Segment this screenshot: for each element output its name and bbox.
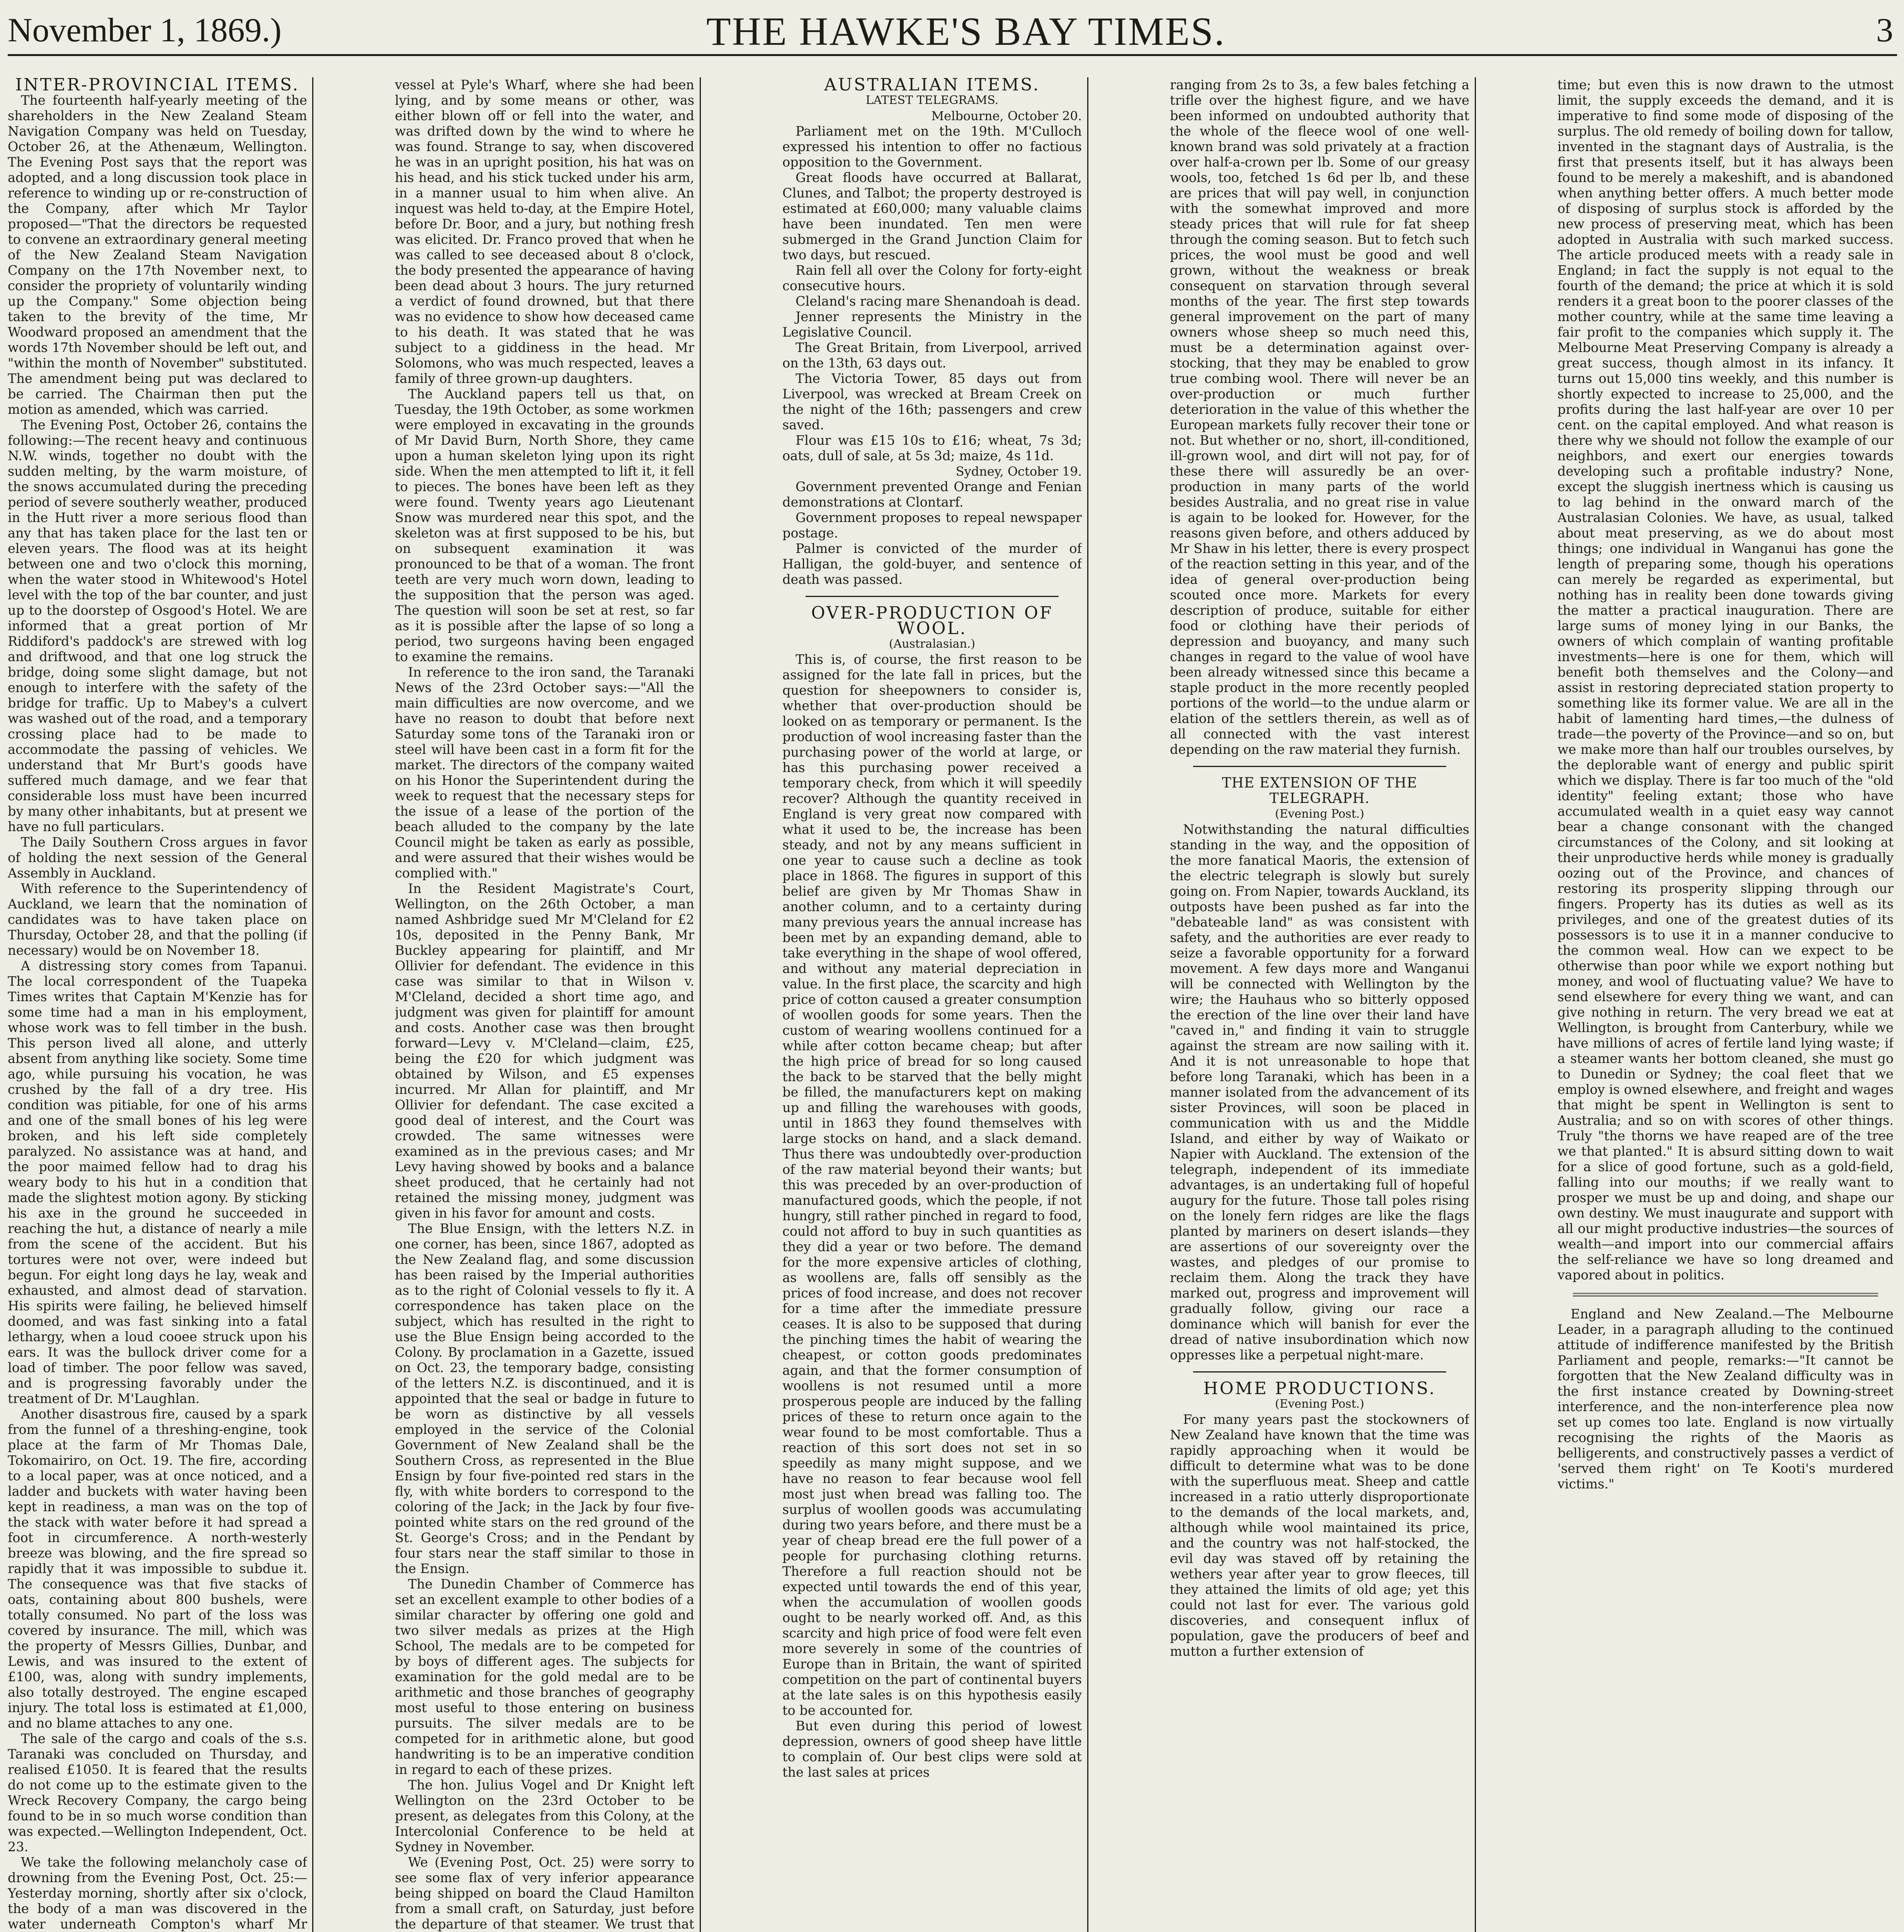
column-rule [700,77,701,1932]
article-paragraph: Notwithstanding the natural difficulties standing in the way, and the opposition of the more fanatical Maoris, the extension of the electric telegraph is slowly but surely going on. From Napier, towards Auckland, its outposts have been pushed as far into the "debateable land" as was consistent with safety, and the authorities are ever ready to seize a favorable opportunity for a forward movement. A few days more and Wanganui will be connected with Wellington by the wire; the Hauhaus who so bitterly opposed the erection of the line over their land have "caved in," and finding it vain to struggle against the stream are now sailing with it. And it is not unreasonable to hope that before long Taranaki, which has been in a manner isolated from the advancement of its sister Provinces, will soon be placed in communication with us and the Middle Island, and either by way of Waikato or Napier with Auckland. The extension of the telegraph, independent of its immediate advantages, is an undertaking full of hopeful augury for the future. Those tall poles rising on the lonely fern ridges are like the flags planted by mariners on desert islands—they are assertions of our sovereignty over the wastes, and pledges of our promise to reclaim them. Along the track they have marked out, progress and improvement will gradually follow, giving our race a dominance which will banish for ever the dread of native insubordination which now oppresses like a perpetual night-mare. [1170,822,1469,1362]
section-heading-home-productions: HOME PRODUCTIONS. [1203,1379,1436,1398]
section-heading-telegraph: THE EXTENSION OF THE TELEGRAPH. [1222,775,1418,806]
article-paragraph: We take the following melancholy case of drowning from the Evening Post, Oct. 25:—Yesterday morning, shortly after six o'clock, the body of a man was discovered in the water underneath Compton's wharf Mr [8,1855,307,1932]
dateline-sydney: Sydney, October 19. [955,464,1082,479]
telegram-item: Jenner represents the Ministry in the Legislative Council. [782,309,1082,340]
telegram-item: Parliament met on the 19th. M'Culloch expressed his intention to offer no factious opposition to the Government. [782,124,1082,170]
article-paragraph: The hon. Julius Vogel and Dr Knight left Wellington on the 23rd October to be present, as delegates from this Colony, at the Intercolonial Conference to be held at Sydney in November. [395,1777,694,1854]
article-paragraph: A distressing story comes from Tapanui. The local correspondent of the Tuapeka Times writes that Captain M'Kenzie has for some time had a man in his employment, whose work was to fell timber in the bush. This person lived all alone, and utterly absent from anything like society. Some time ago, while pursuing his vocation, he was crushed by the fall of a dry tree. His condition was pitiable, for one of his arms and one of the small bones of his leg were broken, and his left side completely paralyzed. No assistance was at hand, and the poor maimed fellow had to drag his weary body to his hut in a condition that made the slightest motion agony. By sticking his axe in the ground he succeeded in reaching the hut, a distance of nearly a mile from the scene of the accident. But his tortures were not over, were indeed but begun. For eight long days he lay, weak and exhausted, and almost dead of starvation. His spirits were failing, he believed himself doomed, and was fast sinking into a fatal lethargy, when a loud cooee struck upon his ears. It was the bullock driver come for a load of timber. The poor fellow was saved, and is progressing favorably under the treatment of Dr. M'Laughlan. [8,958,307,1406]
page-number: 3 [1876,12,1893,49]
telegram-item: The Great Britain, from Liverpool, arrived on the 13th, 63 days out. [782,340,1082,371]
article-paragraph: The Evening Post, October 26, contains the following:—The recent heavy and continuous N.W. winds, together no doubt with the sudden melting, by the warm moisture, of the snows accumulated during the preceding period of severe southerly weather, produced in the Hutt river a more serious flood than any that has taken place for the last ten or eleven years. The flood was at its height between one and two o'clock this morning, when the water stood in Whitewood's Hotel level with the top of the bar counter, and just up to the doorstep of Osgood's Hotel. We are informed that a great portion of Mr Riddiford's paddock's are strewed with log and driftwood, and that one log struck the bridge, doing some slight damage, but not enough to interfere with the safety of the bridge for traffic. Up to Mabey's a culvert was washed out of the road, and a temporary crossing place had to be made to accommodate the passing of vehicles. We understand that Mr Burt's goods have suffered much damage, and we fear that considerable loss must have been incurred by many other inhabitants, but at present we have no full particulars. [8,417,307,834]
telegram-item: Great floods have occurred at Ballarat, Clunes, and Talbot; the property destroyed is estimated at £60,000; many valuable claims have been inundated. Ten men were submerged in the Grand Junction Claim for two days, but rescued. [782,170,1082,262]
article-paragraph: England and New Zealand.—The Melbourne Leader, in a paragraph alluding to the continued attitude of indifference manifested by the British Parliament and people, remarks:—"It cannot be forgotten that the New Zealand difficulty was in the first instance created by Downing-street interference, and the non-interference plea now set up comes too late. England is now virtually recognising the rights of the Maoris as belligerents, and constructively passes a verdict of 'served them right' on Te Kooti's murdered victims." [1557,1306,1894,1492]
section-divider [1193,1371,1446,1372]
telegram-item: Government prevented Orange and Fenian demonstrations at Clontarf. [782,479,1082,510]
masthead [8,5,1897,56]
telegram-item: Government proposes to repeal newspaper postage. [782,510,1082,541]
column-4 [1170,77,1469,1932]
article-paragraph: The sale of the cargo and coals of the s.s. Taranaki was concluded on Thursday, and realised £1050. It is feared that the results do not come up to the estimate given to the Wreck Recovery Company, the cargo being found to be in so much worse condition than was expected.—Wellington Independent, Oct. 23. [8,1731,307,1854]
telegram-item: Palmer is convicted of the murder of Halligan, the gold-buyer, and sentence of death was passed. [782,541,1082,587]
article-paragraph: We (Evening Post, Oct. 25) were sorry to see some flax of very inferior appearance being shipped on board the Claud Hamilton from a small craft, on Saturday, just before the departure of that steamer. We trust that [395,1855,694,1932]
article-paragraph: time; but even this is now drawn to the utmost limit, the supply exceeds the demand, and it is imperative to find some mode of disposing of the surplus. The old remedy of boiling down for tallow, invented in the stagnant days of Australia, is the first that presents itself, but it has always been found to be merely a makeshift, and is abandoned when anything better offers. A much better mode of disposing of surplus stock is afforded by the new process of preserving meat, which has been adopted in Australia with such marked success. The article produced meets with a ready sale in England; in fact the supply is not equal to the fourth of the demand; the price at which it is sold renders it a great boon to the poorer classes of the mother country, while at the same time leaving a fair profit to the companies which supply it. The Melbourne Meat Preserving Company is already a great success, though almost in its infancy. It turns out 15,000 tins weekly, and this number is shortly expected to increase to 25,000, and the profits during the last half-year are over 10 per cent. on the capital employed. And what reason is there why we should not follow the example of our neighbors, and exert our energies towards developing such a profitable industry? None, except the sluggish inertness which is causing us to lag behind in the onward march of the Australasian Colonies. We have, as usual, talked about meat preserving, as we do about most things; one individual in Wanganui has gone the length of preparing some, though his operations can merely be regarded as experimental, but nothing has in reality been done towards giving the matter a practical inauguration. There are large sums of money lying in our Banks, the owners of which complain of wanting profitable investments—here is one for them, which will benefit both themselves and the Colony—and assist in restoring depreciated station property to something like its former value. We are all in the habit of lamenting hard times,—the dulness of trade—the poverty of the Province—and so on, but we make more than half our troubles ourselves, by the deplorable want of energy and public spirit which we display. There is far too much of the "old identity" feeling extant; those who have accumulated wealth in a quiet easy way cannot bear a change consonant with the changed circumstances of the Colony, and sit looking at their unproductive herds while money is gradually oozing out of the Province, and chances of restoring its prosperity slipping through our fingers. Property has its duties as well as its privileges, and one of the greatest duties of its possessors is to use it in a manner conducive to the common weal. How can we expect to be otherwise than poor while we export nothing but money, and wool of fluctuating value? We have to send elsewhere for every thing we want, and can give nothing in return. The very bread we eat at Wellington, is brought from Canterbury, while we have millions of acres of fertile land lying waste; if a steamer wants her bottom cleaned, she must go to Dunedin or Sydney; the coal fleet that we employ is owned elsewhere, and freight and wages that might be spent in Wellington is sent to Australia; and so on with scores of other things. Truly "the thorns we have reaped are of the tree we that planted." It is absurd sitting down to wait for a slice of good fortune, such as a gold-field, falling into our mouths; if we really want to prosper we must be up and doing, and shape our own destiny. We must inaugurate and support with all our might productive industries—the sources of wealth—and import into our commercial affairs the self-reliance we have so long dreamed and vapored about in politics. [1557,77,1894,1282]
section-heading-inter-provincial: INTER-PROVINCIAL ITEMS. [15,77,300,95]
section-heading-wool: OVER-PRODUCTION OF WOOL. [811,603,1053,638]
newspaper-title: THE HAWKE'S BAY TIMES. [706,9,1226,54]
column-rule [312,77,313,1932]
article-paragraph: The fourteenth half-yearly meeting of the shareholders in the New Zealand Steam Navigation Company was held on Tuesday, October 26, at the Athenæum, Wellington. The Evening Post says that the report was adopted, and a long discussion took place in reference to winding up or re-construction of the Company, after which Mr Taylor proposed—"That the directors be requested to convene an extraordinary general meeting of the New Zealand Steam Navigation Company on the 17th November next, to consider the propriety of voluntarily winding up the Company." Some objection being taken to the brevity of the time, Mr Woodward proposed an amendment that the words 17th November should be left out, and "within the month of November" substituted. The amendment being put was declared to be carried. The Chairman then put the motion as amended, which was carried. [8,93,307,417]
section-divider [806,596,1059,597]
article-paragraph: The Auckland papers tell us that, on Tuesday, the 19th October, as some workmen were employed in excavating in the grounds of Mr David Burn, North Shore, they came upon a human skeleton lying upon its right side. When the men attempted to lift it, it fell to pieces. The bones have been left as they were found. Twenty years ago Lieutenant Snow was murdered near this spot, and the skeleton was at first supposed to be his, but on subsequent examination it was pronounced to be that of a woman. The front teeth are very much worn down, leading to the supposition that the person was aged. The question will soon be set at rest, so far as it is possible after the lapse of so long a period, two surgeons having been engaged to examine the remains. [395,386,694,664]
article-paragraph: The Daily Southern Cross argues in favor of holding the next session of the General Assembly in Auckland. [8,835,307,881]
section-heading-australian: AUSTRALIAN ITEMS. [824,77,1040,95]
source-attribution: (Australasian.) [889,637,976,651]
section-divider [1193,766,1446,767]
article-paragraph: vessel at Pyle's Wharf, where she had been lying, and by some means or other, was either blown off or fell into the water, and was drifted down by the wind to where he was found. Strange to say, when discovered he was in an upright position, his hat was on his head, and his stick tucked under his arm, in a manner usual to him when alive. An inquest was held to-day, at the Empire Hotel, before Dr. Boor, and a jury, but nothing fresh was elicited. Dr. Franco proved that when he was called to see deceased about 8 o'clock, the body presented the appearance of having been dead about 3 hours. The jury returned a verdict of found drowned, but that there was no evidence to show how deceased came to his death. It was stated that he was subject to a giddiness in the head. Mr Solomons, who was much respected, leaves a family of three grown-up daughters. [395,77,694,386]
telegram-item: Cleland's racing mare Shenandoah is dead. [796,294,1081,309]
subheading-latest-telegrams: LATEST TELEGRAMS. [865,94,999,107]
article-paragraph: Another disastrous fire, caused by a spark from the funnel of a threshing-engine, took place at the farm of Mr Thomas Dale, Tokomairiro, on Oct. 19. The fire, according to a local paper, was at once noticed, and a ladder and buckets with water having been kept in readiness, a man was on the top of the stack with water before it had spread a foot in circumference. A north-westerly breeze was blowing, and the fire spread so rapidly that it was impossible to subdue it. The consequence was that five stacks of oats, containing about 800 bushels, were totally consumed. No part of the loss was covered by insurance. The mill, which was the property of Messrs Gillies, Dunbar, and Lewis, and was insured to the extent of £100, was, along with sundry implements, also totally destroyed. The engine escaped injury. The total loss is estimated at £1,000, and no blame attaches to any one. [8,1406,307,1731]
column-rule [1087,77,1088,1932]
article-paragraph: With reference to the Superintendency of Auckland, we learn that the nomination of candidates was to have taken place on Thursday, October 28, and that the polling (if necessary) would be on November 18. [8,881,307,958]
source-attribution: (Evening Post.) [1275,1397,1364,1411]
dateline-melbourne: Melbourne, October 20. [931,109,1082,123]
column-2 [395,77,694,1932]
column-3 [782,77,1082,1932]
article-paragraph: But even during this period of lowest depression, owners of good sheep have little to complain of. Our best clips were sold at the last sales at prices [782,1718,1082,1780]
column-5 [1557,77,1894,1932]
column-rule [1475,77,1476,1932]
telegram-item: Flour was £15 10s to £16; wheat, 7s 3d; oats, dull of sale, at 5s 3d; maize, 4s 11d. [782,433,1082,463]
column-1 [8,77,307,1932]
article-paragraph: This is, of course, the first reason to be assigned for the late fall in prices, but the question for sheepowners to consider is, whether that over-production should be looked on as temporary or permanent. Is the production of wool increasing faster than the purchasing power of the world at large, or has this purchasing power received a temporary check, from which it will speedily recover? Although the quantity received in England is very great now compared with what it used to be, the increase has been steady, and not by any means sufficient in one year to cause such a decline as took place in 1868. The figures in support of this belief are given by Mr Thomas Shaw in another column, and to a certainty during many previous years the annual increase has been met by an expanding demand, able to take everything in the shape of wool offered, and without any material depreciation in value. In the first place, the scarcity and high price of cotton caused a greater consumption of woollen goods for some years. Then the custom of wearing woollens continued for a while after cotton became cheap; but after the high price of bread for so long caused the back to be starved that the belly might be filled, the manufacturers kept on making up and filling the warehouses with goods, until in 1863 they found themselves with large stocks on hand, and a slack demand. Thus there was undoubtedly over-production of the raw material beyond their wants; but this was preceded by an over-production of manufactured goods, which the people, if not hungry, still rather pinched in regard to food, could not afford to buy in such quantities as they did a year or two before. The demand for the more expensive articles of clothing, as woollens are, falls off sensibly as the prices of food increase, and does not recover for a time after the immediate pressure ceases. It is also to be supposed that during the pinching times the habit of wearing the cheapest, or cotton goods predominates again, and that the former consumption of woollens is not resumed until a more prosperous people are induced by the falling prices of these to return once again to the wear found to be most comfortable. Thus a reaction of this sort does not set in so speedily as many might suppose, and we have no reason to fear because wool fell most just when bread was falling too. The surplus of woollen goods was accumulating during two years before, and there must be a year of cheap bread ere the full power of a people for purchasing clothing returns. Therefore a full reaction should not be expected until towards the end of this year, when the accumulation of woollen goods ought to be nearly worked off. And, as this scarcity and high price of food were felt even more severely in some of the countries of Europe than in Britain, the want of spirited competition on the part of continental buyers at the late sales is on this hypothesis easily to be accounted for. [782,652,1082,1718]
source-attribution: (Evening Post.) [1275,807,1364,821]
article-paragraph: For many years past the stockowners of New Zealand have known that the time was rapidly approaching when it would be difficult to determine what was to be done with the superfluous meat. Sheep and cattle increased in a ratio utterly disproportionate to the demands of the local markets, and, although while wool maintained its price, and the country was not half-stocked, the evil day was staved off by retaining the wethers year after year to grow fleeces, till they attained the limits of old age; yet this could not last for ever. The various gold discoveries, and consequent influx of population, gave the producers of beef and mutton a further extension of [1170,1412,1469,1659]
issue-date: November 1, 1869.) [8,12,282,49]
article-paragraph: ranging from 2s to 3s, a few bales fetching a trifle over the highest figure, and we have been informed on undoubted authority that the whole of the fleece wool of one well-known brand was sold privately at a fraction over half-a-crown per lb. Some of our greasy wools, too, fetched 1s 6d per lb, and these are prices that will pay well, in conjunction with the somewhat improved and more steady prices that will rule for fat sheep through the coming season. But to fetch such prices, the wool must be good and well grown, without the weakness or break consequent on starvation through several months of the year. The first step towards general improvement on the part of many owners whose sheep so much need this, must be a determination against over-stocking, that they may be enabled to grow true combing wool. There will never be an over-production or much further deterioration in the value of this whether the European markets fully recover their tone or not. But whether or no, short, ill-conditioned, ill-grown wool, and dirt will not pay, for of these there will assuredly be an over-production in many parts of the world besides Australia, and no great rise in value is again to be looked for. However, for the reasons given before, and others adduced by Mr Shaw in his letter, there is every prospect of the reaction setting in this year, and of the idea of general over-production being scouted once more. Markets for every description of produce, suitable for either food or clothing have their periods of depression and buoyancy, and many such changes in regard to the value of wool have been already witnessed since this became a staple product in the more recently peopled portions of the world—to the undue alarm or elation of the settlers therein, as well as of all connected with the vast interest depending on the raw material they furnish. [1170,77,1469,757]
telegram-item: Rain fell all over the Colony for forty-eight consecutive hours. [782,263,1082,293]
article-paragraph: The Blue Ensign, with the letters N.Z. in one corner, has been, since 1867, adopted as the New Zealand flag, and some discussion has been raised by the Imperial authorities as to the right of Colonial vessels to fly it. A correspondence has taken place on the subject, which has resulted in the right to use the Blue Ensign being accorded to the Colony. By proclamation in a Gazette, issued on Oct. 23, the temporary badge, consisting of the letters N.Z. is discontinued, and it is appointed that the seal or badge in future to be worn as distinctive by all vessels employed in the service of the Colonial Government of New Zealand shall be the Southern Cross, as represented in the Blue Ensign by four five-pointed red stars in the fly, with white borders to correspond to the coloring of the Jack; in the Jack by four five-pointed white stars on the red ground of the St. George's Cross; and in the Pendant by four stars near the staff similar to those in the Ensign. [395,1221,694,1576]
telegram-item: The Victoria Tower, 85 days out from Liverpool, was wrecked at Bream Creek on the night of the 16th; passengers and crew saved. [782,371,1082,432]
article-paragraph: In reference to the iron sand, the Taranaki News of the 23rd October says:—"All the main difficulties are now overcome, and we have no reason to doubt that before next Saturday some tons of the Taranaki iron or steel will have been cast in a form fit for the market. The directors of the company waited on his Honor the Superintendent during the week to request that the necessary steps for the issue of a lease of the portion of the beach alluded to the company by the late Council might be taken as early as possible, and were assured that their wishes would be complied with." [395,665,694,881]
section-divider [1573,1293,1878,1296]
article-paragraph: In the Resident Magistrate's Court, Wellington, on the 26th October, a man named Ashbridge sued Mr M'Cleland for £2 10s, deposited in the Penny Bank, Mr Buckley appearing for plaintiff, and Mr Ollivier for defendant. The evidence in this case was similar to that in Wilson v. M'Cleland, decided a short time ago, and judgment was given for plaintiff for amount and costs. Another case was then brought forward—Levy v. M'Cleland—claim, £25, being the £20 for which judgment was obtained by Wilson, and £5 expenses incurred. Mr Allan for plaintiff, and Mr Ollivier for defendant. The case excited a good deal of interest, and the Court was crowded. The same witnesses were examined as in the previous cases; and Mr Levy having showed by books and a balance sheet produced, that he certainly had not retained the missing money, judgment was given in his favor for amount and costs. [395,881,694,1221]
article-paragraph: The Dunedin Chamber of Commerce has set an excellent example to other bodies of a similar character by offering one gold and two silver medals as prizes at the High School, The medals are to be competed for by boys of different ages. The subjects for examination for the gold medal are to be arithmetic and those branches of geography most useful to those entering on business pursuits. The silver medals are to be competed for in arithmetic alone, but good handwriting is to be an imperative condition in regard to each of these prizes. [395,1577,694,1777]
